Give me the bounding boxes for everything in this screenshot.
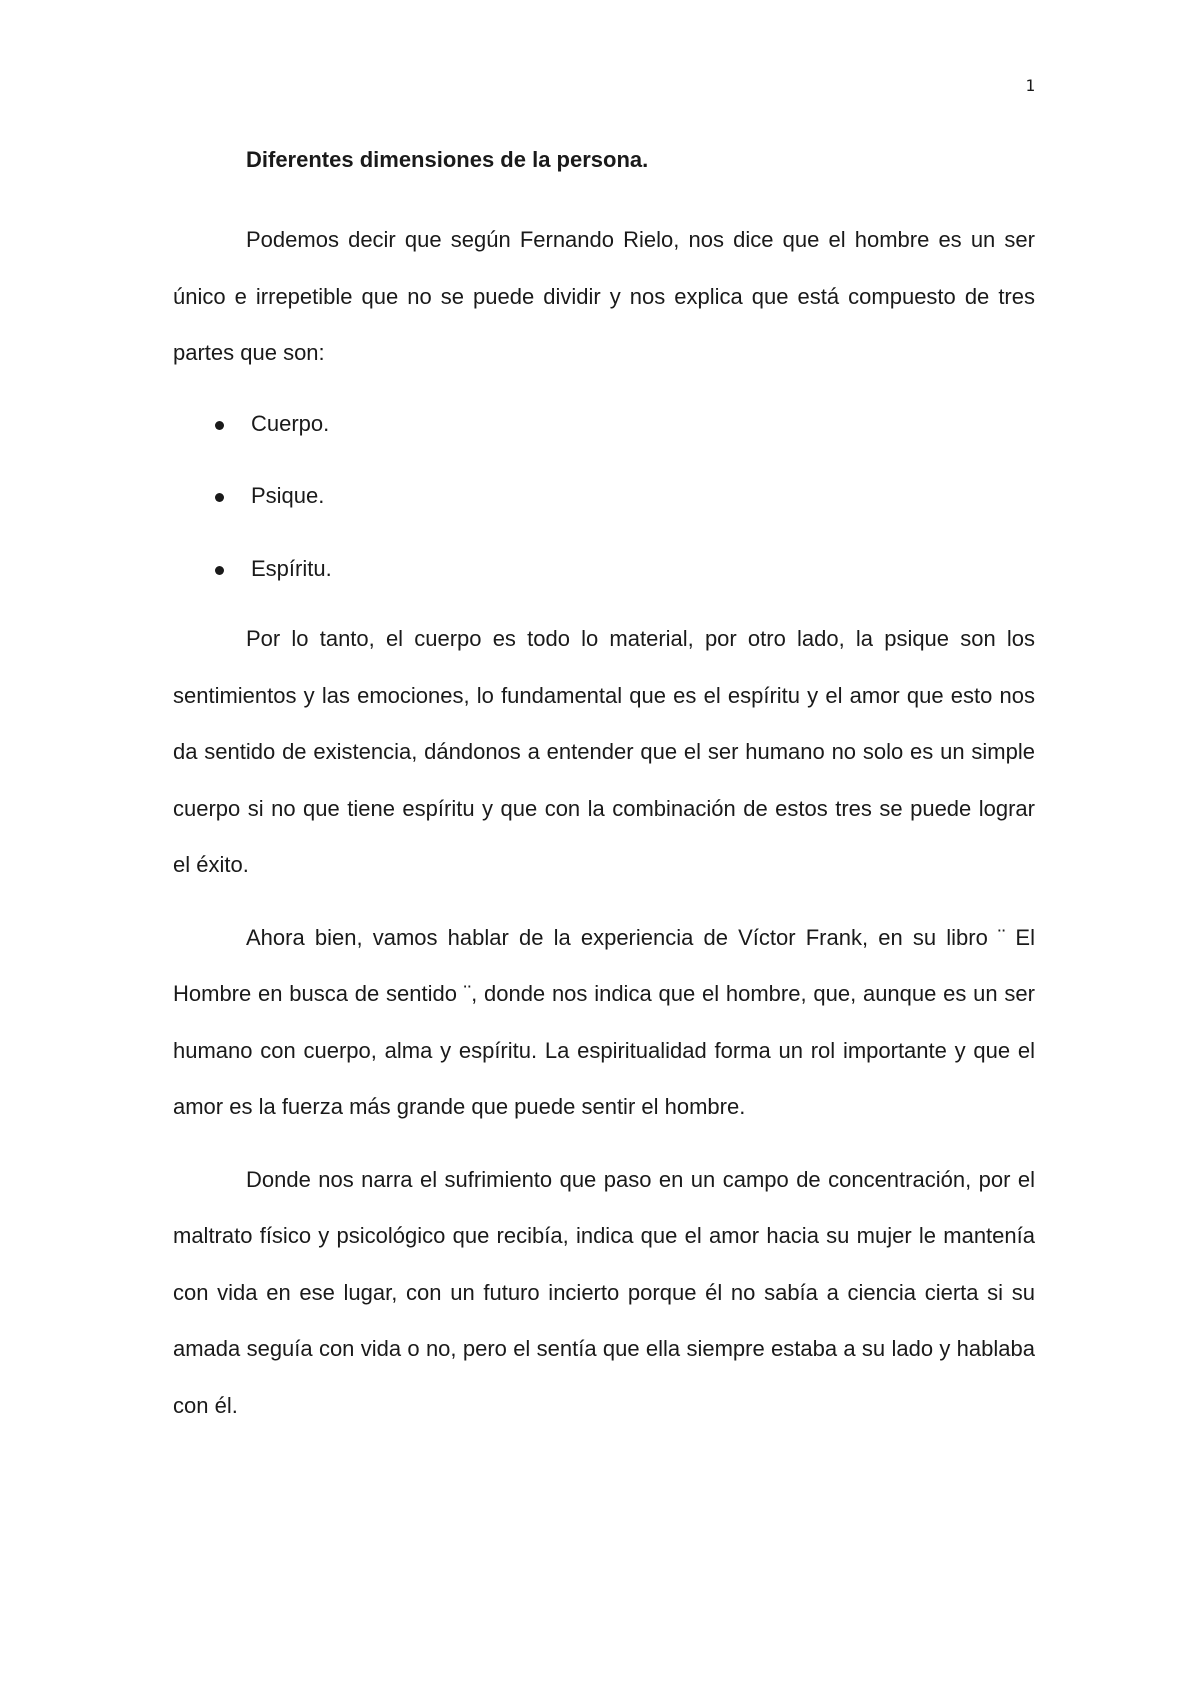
bullet-icon — [215, 421, 224, 430]
body-paragraph-3: Donde nos narra el sufrimiento que paso en un campo de concentración, por el maltrato físico y psicológico que recibía, indica que el amor hacia su mujer le mantenía con vida en ese lugar, con un futuro incierto porque él no sabía a ciencia cierta si su amada seguía con vida o no, pero el sentía que ella siempre estaba a su lado y hablaba con él. — [173, 1166, 1035, 1418]
list-item-text: Psique. — [251, 483, 325, 508]
list-item — [173, 541, 1035, 598]
list-item — [173, 468, 1035, 525]
bullet-list — [173, 396, 1035, 598]
list-item-text: Cuerpo. — [251, 410, 330, 436]
document-heading: Diferentes dimensiones de la persona. — [246, 147, 649, 172]
bullet-icon — [215, 493, 224, 502]
document-body — [173, 140, 1035, 1450]
list-item-text: Espíritu. — [251, 555, 332, 581]
body-paragraph-2: Ahora bien, vamos hablar de la experiencia de Víctor Frank, en su libro ¨ El Hombre en busca de sentido ¨, donde nos indica que el hombre, que, aunque es un ser humano con cuerpo, alma y espíritu. La espiritualidad forma un rol importante y que el amor es la fuerza más grande que puede sentir el hombre. — [173, 924, 1035, 1119]
bullet-icon — [215, 566, 224, 575]
page-number: 1 — [1025, 76, 1035, 95]
intro-paragraph: Podemos decir que según Fernando Rielo, nos dice que el hombre es un ser único e irrepetible que no se puede dividir y nos explica que está compuesto de tres partes que son: — [173, 227, 1035, 365]
list-item — [173, 396, 1035, 453]
body-paragraph-1: Por lo tanto, el cuerpo es todo lo material, por otro lado, la psique son los sentimientos y las emociones, lo fundamental que es el espíritu y el amor que esto nos da sentido de existencia, dándonos a entender que el ser humano no solo es un simple cuerpo si no que tiene espíritu y que con la combinación de estos tres se puede lograr el éxito. — [173, 626, 1035, 877]
